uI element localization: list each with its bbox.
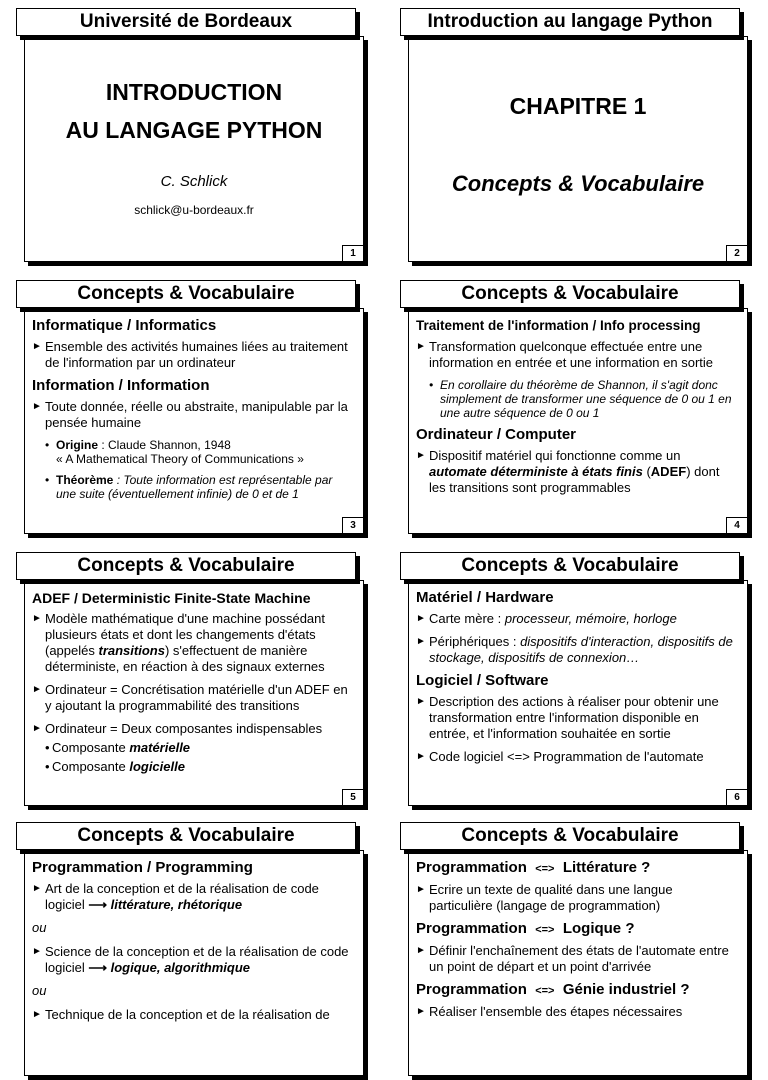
heading-informatique: Informatique / Informatics [32, 317, 217, 334]
chapter-title: CHAPITRE 1 [509, 93, 647, 119]
page-number: 1 [342, 245, 364, 262]
slide-1-main-title [25, 73, 363, 149]
heading-adef: ADEF / Deterministic Finite-State Machine [32, 590, 311, 606]
slide-4 [400, 280, 752, 538]
heading-traitement: Traitement de l'information / Info processing [416, 318, 701, 333]
slide-title: Concepts & Vocabulaire [400, 552, 740, 580]
slide-6 [400, 552, 752, 810]
heading-information: Information / Information [32, 377, 210, 394]
slide-title: Concepts & Vocabulaire [400, 280, 740, 308]
sub-bullet: • Composante matérielle [32, 741, 352, 755]
sub-bullet-theoreme: • Théorème : Toute information est représentable par une suite (éventuellement infinie) de 0 et de 1 [32, 473, 352, 501]
page-number: 2 [726, 245, 748, 262]
main-title-line-1: INTRODUCTION [105, 79, 283, 105]
bullet: ► Périphériques : dispositifs d'interaction, dispositifs de stockage, dispositifs de connexion… [416, 634, 736, 666]
slide-1 [16, 8, 368, 266]
slide-8 [400, 822, 752, 1080]
bullet: ► Science de la conception et de la réalisation de code logiciel ⟶ logique, algorithmique [32, 944, 352, 976]
main-title-line-2: AU LANGAGE PYTHON [65, 117, 323, 143]
slide-title: Concepts & Vocabulaire [16, 552, 356, 580]
heading-ordinateur: Ordinateur / Computer [416, 426, 577, 443]
bullet: ► Ordinateur = Concrétisation matérielle d'un ADEF en y ajoutant la programmabilité des transitions [32, 682, 352, 714]
bullet: ► Ensemble des activités humaines liées au traitement de l'information par un ordinateur [32, 339, 352, 371]
slide-title: Introduction au langage Python [400, 8, 740, 36]
bullet: ► Dispositif matériel qui fonctionne comme un automate déterministe à états finis (ADEF) dont les transitions sont programmables [416, 448, 736, 496]
slide-title: Concepts & Vocabulaire [400, 822, 740, 850]
ou-label: ou [32, 920, 47, 935]
bullet: ► Carte mère : processeur, mémoire, horloge [416, 611, 736, 627]
slide-title: Concepts & Vocabulaire [16, 822, 356, 850]
chapter-subtitle: Concepts & Vocabulaire [451, 171, 705, 196]
bullet: ► Modèle mathématique d'une machine possédant plusieurs états et dont les changements d'états (appelés transitions) s'effectuent de manière déterministe, en réaction à des signaux externes [32, 611, 352, 675]
bullet: ► Ecrire un texte de qualité dans une langue particulière (langage de programmation) [416, 882, 736, 914]
heading-programmation: Programmation / Programming [32, 859, 253, 876]
sub-bullet: • Composante logicielle [32, 760, 352, 774]
bullet: ► Ordinateur = Deux composantes indispensables [32, 721, 352, 737]
bullet: ► Définir l'enchaînement des états de l'automate entre un point de départ et un point d'arrivée [416, 943, 736, 975]
arrow-icon: ⟶ [88, 960, 107, 975]
sub-bullet: • En corollaire du théorème de Shannon, il s'agit donc simplement de transformer une séquence de 0 ou 1 en une autre séquence de 0 ou 1 [416, 378, 736, 420]
email: schlick@u-bordeaux.fr [134, 203, 254, 217]
bullet: ► Description des actions à réaliser pour obtenir une transformation entre l'information disponible en entrée, et l'information souhaitée en sortie [416, 694, 736, 742]
slide-3 [16, 280, 368, 538]
heading-materiel: Matériel / Hardware [416, 589, 554, 606]
bullet: ► Transformation quelconque effectuée entre une information en entrée et une information en sortie [416, 339, 736, 371]
heading-litterature: Programmation <=> Littérature ? [416, 859, 651, 876]
slide-title: Université de Bordeaux [16, 8, 356, 36]
bullet: ► Code logiciel <=> Programmation de l'automate [416, 749, 736, 765]
bullet: ► Toute donnée, réelle ou abstraite, manipulable par la pensée humaine [32, 399, 352, 431]
author: C. Schlick [160, 173, 228, 190]
page-number: 6 [726, 789, 748, 806]
slide-2 [400, 8, 752, 266]
ou-label: ou [32, 983, 47, 998]
heading-logique: Programmation <=> Logique ? [416, 920, 635, 937]
bullet: ► Technique de la conception et de la réalisation de [32, 1007, 352, 1023]
page-number: 4 [726, 517, 748, 534]
slide-5 [16, 552, 368, 810]
heading-logiciel: Logiciel / Software [416, 672, 549, 689]
sub-bullet-origine: • Origine : Claude Shannon, 1948 « A Mathematical Theory of Communications » [32, 438, 352, 466]
bullet: ► Art de la conception et de la réalisation de code logiciel ⟶ littérature, rhétorique [32, 881, 352, 913]
slide-title: Concepts & Vocabulaire [16, 280, 356, 308]
arrow-icon: ⟶ [88, 897, 107, 912]
page-number: 3 [342, 517, 364, 534]
bullet: ► Réaliser l'ensemble des étapes nécessaires [416, 1004, 736, 1020]
heading-genie-industriel: Programmation <=> Génie industriel ? [416, 981, 690, 998]
slide-7 [16, 822, 368, 1080]
page-number: 5 [342, 789, 364, 806]
